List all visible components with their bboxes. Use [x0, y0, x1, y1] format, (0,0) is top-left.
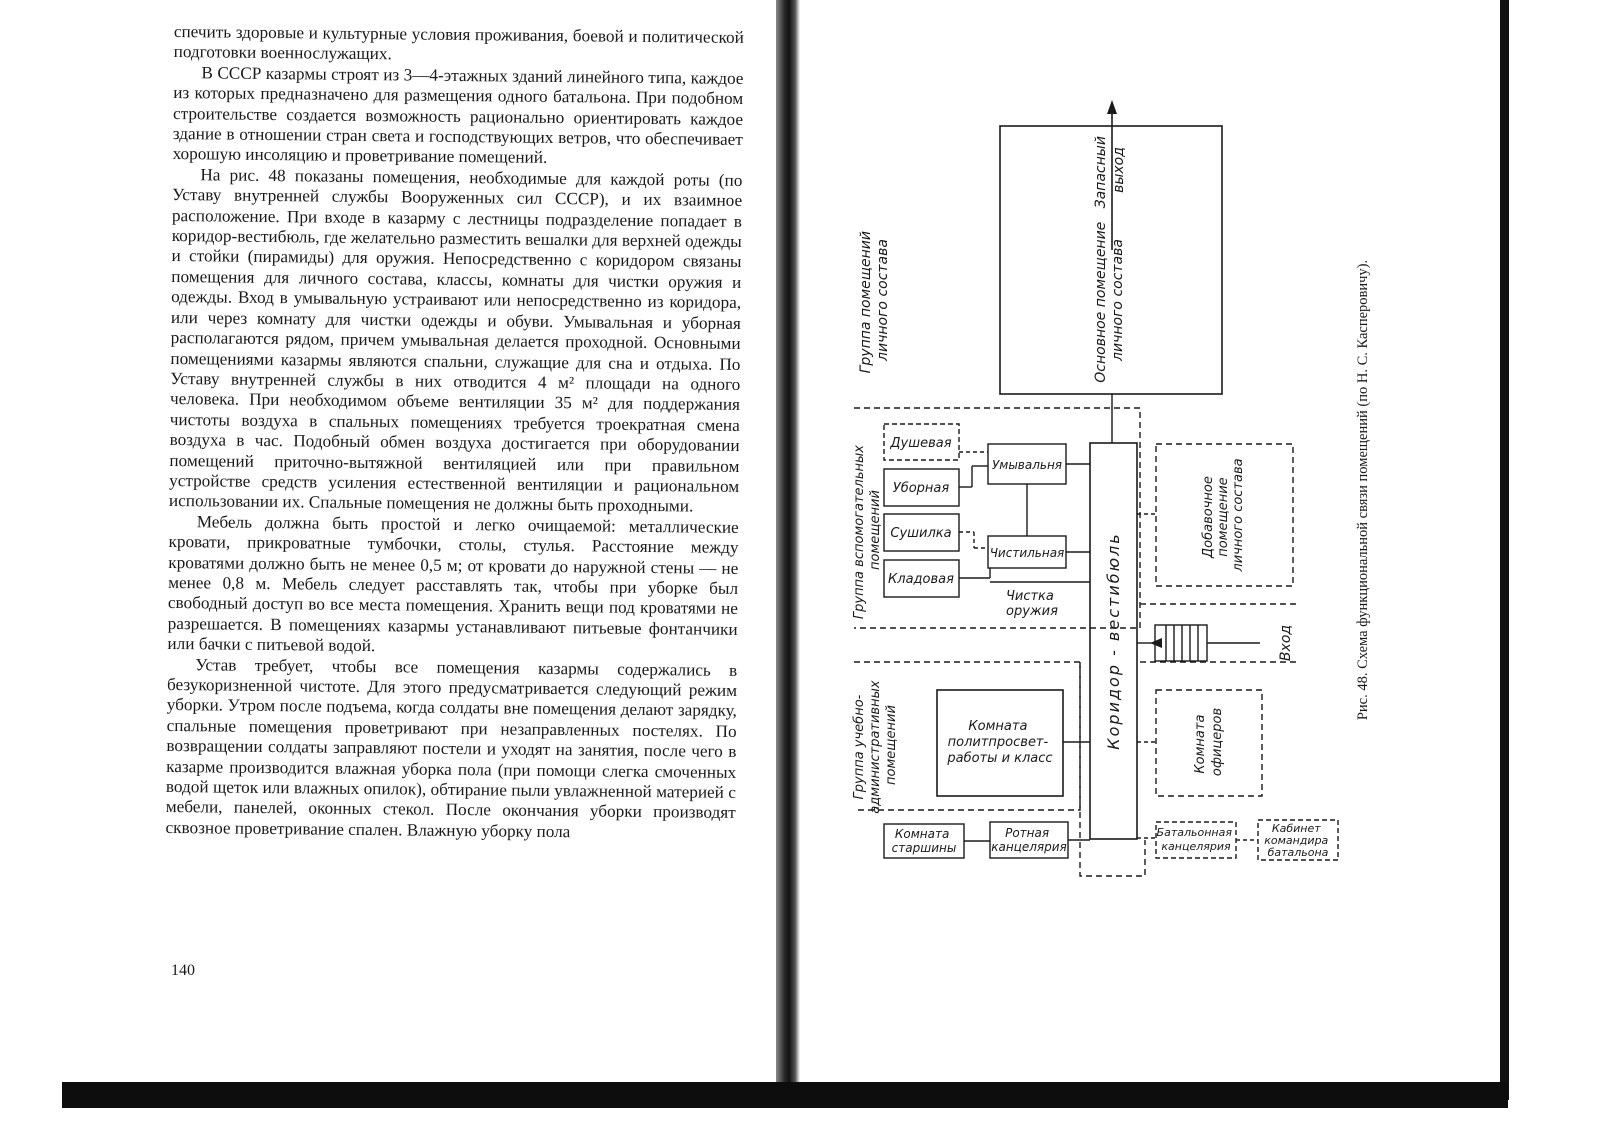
shower-label: Душевая	[890, 436, 952, 451]
paragraph: Мебель должна быть простой и легко очищаемой: металлические кровати, прикроватные тумбочки, столы, стулья. Расстояние между кроватями должно быть не менее 0,5 м; от кровати до наружной стены — не менее 0,8 м. Мебель следует расставлять так, чтобы при уборке был свободный доступ во все места помещения. Хранить вещи под кроватями не разрешается. В помещениях казармы устанавливают питьевые фонтанчики или бачки с питьевой водой.	[167, 512, 739, 656]
additional-room-label: Добавочное помещение личного состава	[1201, 458, 1246, 572]
scan-border	[62, 1082, 1508, 1108]
toilet-label: Уборная	[892, 481, 950, 496]
sergeant-room-label: Комната старшины	[891, 827, 957, 855]
company-office-label: Ротная канцелярия	[991, 826, 1067, 854]
political-room-label: Комната политпросвет- работы и класс	[947, 719, 1053, 766]
stair-box	[1155, 625, 1207, 661]
washroom-label: Умывальня	[991, 458, 1063, 472]
paragraph: В СССР казармы строят из 3—4-этажных зданий линейного типа, каждое из которых предназначено для размещения одного батальона. При подобном строительстве создается возможность рационально ориентировать каждое здание в отношении стран света и господствующих ветров, что обеспечивает хорошую инсоляцию и проветривание помещений.	[172, 63, 744, 168]
battalion-office-label: Батальонная канцелярия	[1156, 826, 1232, 853]
weapon-cleaning-label: Чистка оружия	[1005, 589, 1058, 619]
auxiliary-group-label: Группа вспомогательных помещений	[852, 445, 883, 620]
personnel-group-label: Группа помещений личного состава	[858, 231, 891, 374]
dryer-label: Сушилка	[890, 526, 952, 541]
entrance-label: Вход	[1278, 624, 1294, 662]
arrow-head-icon	[1107, 100, 1117, 114]
left-page	[62, 0, 792, 1085]
page-number: 140	[171, 962, 195, 979]
commander-office-label: Кабинет командира батальона	[1264, 822, 1329, 859]
officers-room-label: Комната офицеров	[1193, 707, 1225, 777]
main-room-label: Основное помещение личного состава	[1093, 221, 1126, 383]
cleaning-room-label: Чистильная	[989, 546, 1065, 560]
body-text	[165, 22, 744, 844]
emergency-exit-label: Запасный выход	[1093, 136, 1127, 209]
corridor-label: Коридор - вестибюль	[1104, 532, 1123, 750]
book-gutter	[776, 0, 800, 1100]
storeroom-label: Кладовая	[888, 572, 954, 587]
paragraph: Устав требует, чтобы все помещения казармы содержались в безукоризненной чистоте. Для этого предусматривается следующий режим уборки. Утром после подъема, когда солдаты вне помещения делают зарядку, спальные помещения проветривают при незаправленных постелях. По возвращении солдаты заправляют постели и уходят на занятия, после чего в казарме производится влажная уборка пола (при помощи слегка смоченных водой щеток или влажных опилок), обтирание пыли увлажненной материей с мебели, панелей, оконных стекол. После окончания уборки производят сквозное проветривание спален. Влажную уборку пола	[165, 654, 738, 842]
room-diagram	[800, 0, 1506, 1085]
admin-group-label: Группа учебно- административных помещений	[852, 680, 899, 814]
officers-room-box	[1156, 690, 1262, 796]
entrance-arrow-icon	[1150, 638, 1162, 648]
paragraph: спечить здоровые и культурные условия проживания, боевой и политической подготовки военнослужащих.	[173, 22, 744, 64]
figure-caption: Рис. 48. Схема функциональной связи помещений (по Н. С. Касперовичу).	[1355, 259, 1371, 721]
paragraph: На рис. 48 показаны помещения, необходимые для каждой роты (по Уставу внутренней службы Вооруженных сил СССР), и их взаимное расположение. При входе в казарму с лестницы подразделение попадает в коридор-вестибюль, где желательно разместить вешалки для верхней одежды и стойки (пирамиды) для оружия. Непосредственно с коридором связаны помещения для личного состава, классы, комнаты для чистки оружия и одежды. Вход в умывальную устраивают или непосредственно из коридора, или через комнату для чистки одежды и обуви. Умывальная и уборная располагаются рядом, причем умывальная делается проходной. Основными помещениями казармы являются спальни, служащие для сна и отдыха. По Уставу внутренней службы в них отводится 4 м² площади на одного человека. При необходимом объеме вентиляции 35 м² для поддержания чистоты воздуха в спальных помещениях требуется троекратная смена воздуха в час. Подобный обмен воздуха достигается при оборудовании помещений приточно-вытяжной вентиляцией или при правильном устройстве средств усиления естественной вентиляции и рациональном использовании их. Спальные помещения не должны быть проходными.	[168, 165, 743, 516]
